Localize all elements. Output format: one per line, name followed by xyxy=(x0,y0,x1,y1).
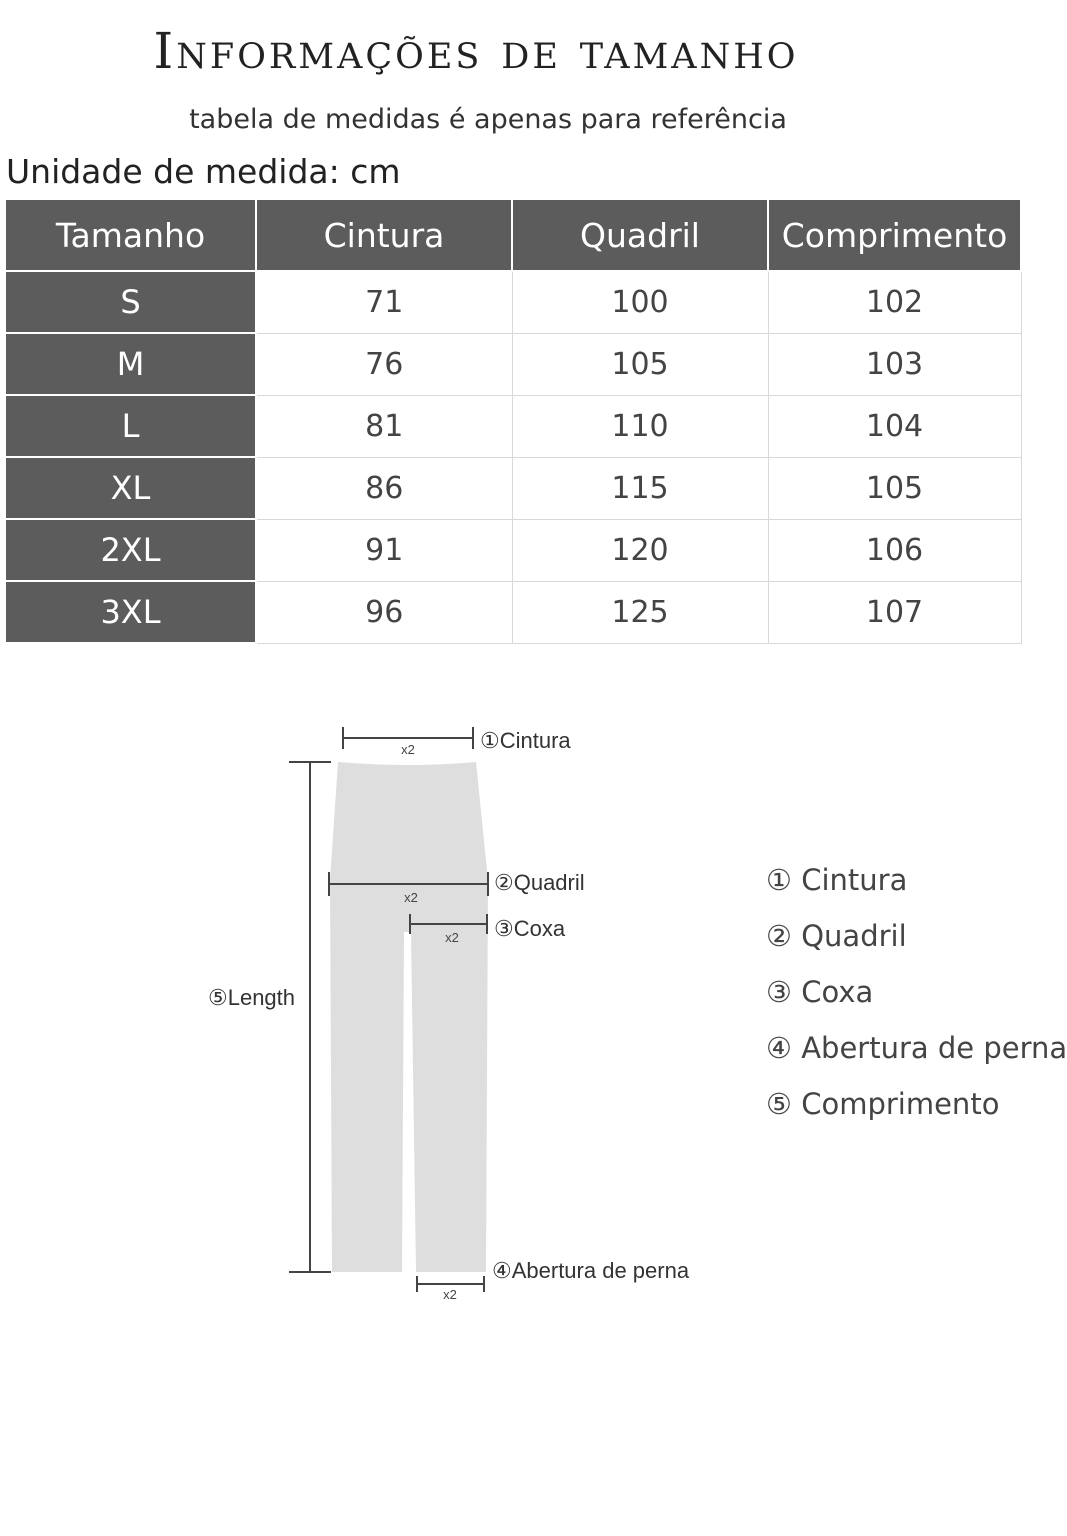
table-row xyxy=(5,271,1021,333)
table-header-row xyxy=(5,199,1021,271)
hip-cell: 100 xyxy=(512,271,768,333)
hip-cell: 110 xyxy=(512,395,768,457)
column-header-waist: Cintura xyxy=(256,199,512,271)
unit-label: Unidade de medida: cm xyxy=(6,152,401,191)
waist-label: ①Cintura xyxy=(480,728,571,753)
waist-cell: 91 xyxy=(256,519,512,581)
pants-measurement-diagram xyxy=(0,690,760,1320)
waist-cell: 76 xyxy=(256,333,512,395)
length-measure-line xyxy=(289,762,331,1272)
table-row xyxy=(5,581,1021,643)
size-cell: 2XL xyxy=(5,519,256,581)
legend-item-length: ⑤ Comprimento xyxy=(766,1087,1000,1121)
hip-multiplier-label: x2 xyxy=(404,890,418,905)
thigh-multiplier-label: x2 xyxy=(445,930,459,945)
waist-multiplier-label: x2 xyxy=(401,742,415,757)
waist-cell: 86 xyxy=(256,457,512,519)
legend-item-waist: ① Cintura xyxy=(766,863,908,897)
hip-cell: 120 xyxy=(512,519,768,581)
waist-cell: 81 xyxy=(256,395,512,457)
table-row xyxy=(5,395,1021,457)
size-cell: XL xyxy=(5,457,256,519)
column-header-length: Comprimento xyxy=(768,199,1021,271)
column-header-hip: Quadril xyxy=(512,199,768,271)
leg-opening-label: ④Abertura de perna xyxy=(492,1258,690,1283)
waist-cell: 96 xyxy=(256,581,512,643)
legend-item-thigh: ③ Coxa xyxy=(766,975,874,1009)
size-cell: S xyxy=(5,271,256,333)
size-table xyxy=(4,198,1022,644)
table-row xyxy=(5,333,1021,395)
hip-cell: 105 xyxy=(512,333,768,395)
thigh-label: ③Coxa xyxy=(494,916,566,941)
waist-cell: 71 xyxy=(256,271,512,333)
length-cell: 107 xyxy=(768,581,1021,643)
page-title: Informações de tamanho xyxy=(153,22,799,80)
legend-item-leg-opening: ④ Abertura de perna xyxy=(766,1031,1067,1065)
length-cell: 104 xyxy=(768,395,1021,457)
pants-silhouette-icon xyxy=(330,762,488,1272)
table-row xyxy=(5,457,1021,519)
length-cell: 103 xyxy=(768,333,1021,395)
length-cell: 102 xyxy=(768,271,1021,333)
length-cell: 105 xyxy=(768,457,1021,519)
legend-item-hip: ② Quadril xyxy=(766,919,907,953)
page-subtitle: tabela de medidas é apenas para referência xyxy=(189,104,787,135)
column-header-size: Tamanho xyxy=(5,199,256,271)
size-cell: L xyxy=(5,395,256,457)
hip-label: ②Quadril xyxy=(494,870,585,895)
hip-cell: 115 xyxy=(512,457,768,519)
leg-opening-multiplier-label: x2 xyxy=(443,1287,457,1302)
table-row xyxy=(5,519,1021,581)
size-cell: M xyxy=(5,333,256,395)
size-cell: 3XL xyxy=(5,581,256,643)
length-label: ⑤Length xyxy=(208,985,296,1010)
hip-cell: 125 xyxy=(512,581,768,643)
measurement-legend xyxy=(766,858,1067,1138)
length-cell: 106 xyxy=(768,519,1021,581)
